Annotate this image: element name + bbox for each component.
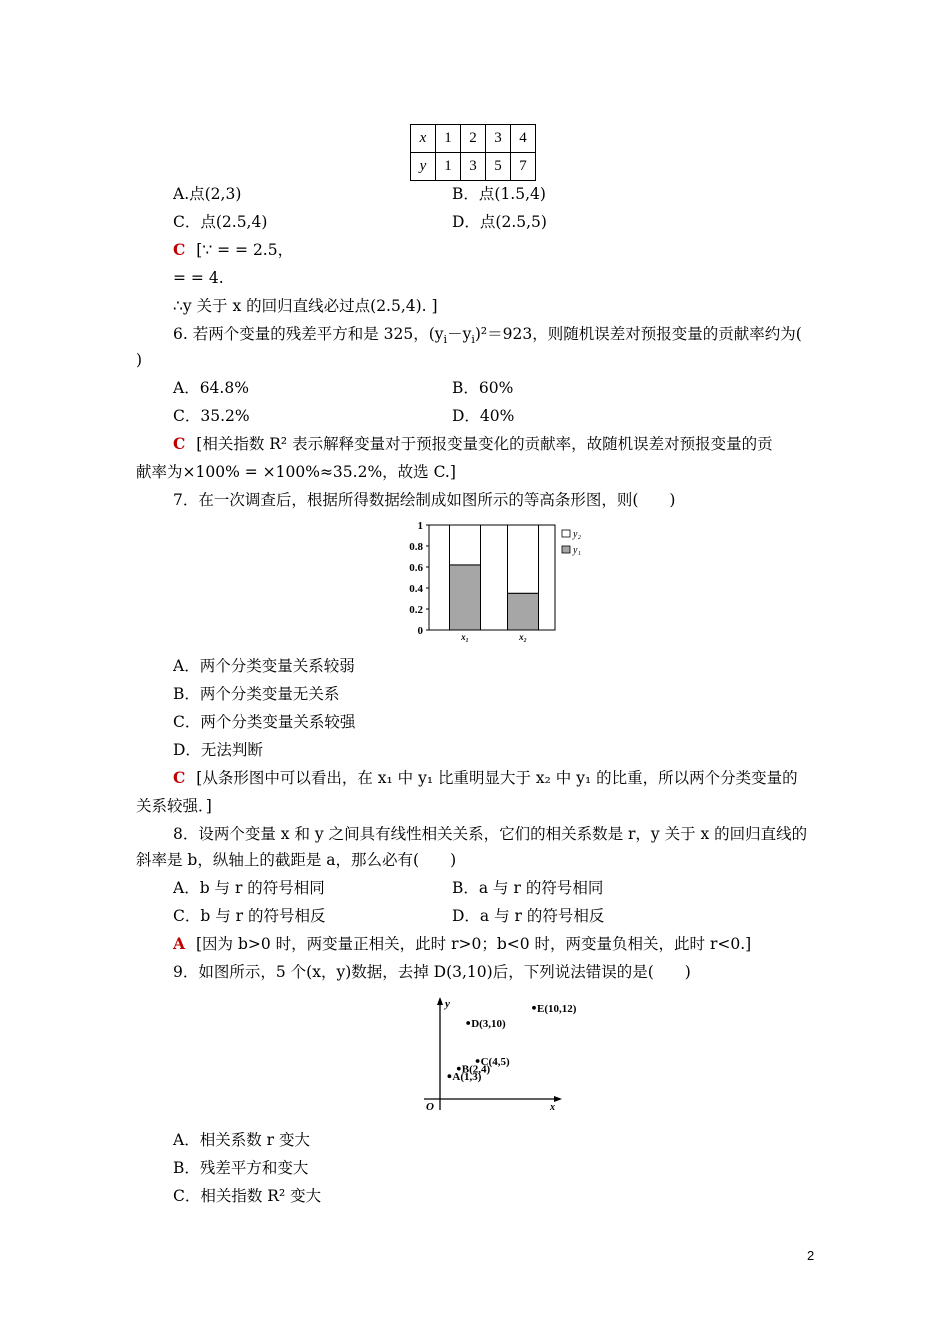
y-tick-label: 0.4 bbox=[409, 583, 423, 595]
table-cell: 3 bbox=[461, 153, 486, 181]
legend-label: y₂ bbox=[573, 529, 581, 540]
q6-option-a: A．64.8% bbox=[173, 379, 249, 397]
q5-option-a: A.点(2,3) bbox=[173, 185, 242, 203]
q8-option-c: C．b 与 r 的符号相反 bbox=[173, 907, 326, 925]
stacked-bar-chart bbox=[395, 517, 595, 642]
q6-sub: i bbox=[443, 333, 448, 347]
answer-letter: A bbox=[173, 934, 186, 953]
y-axis-arrow bbox=[437, 997, 443, 1005]
q8-option-a: A．b 与 r 的符号相同 bbox=[173, 879, 325, 897]
y-tick-label: 0 bbox=[417, 625, 423, 637]
q8-answer bbox=[173, 934, 751, 954]
y-tick-label: 0.6 bbox=[409, 562, 423, 574]
table-row-x bbox=[411, 125, 536, 153]
bar-segment-y₁ bbox=[508, 593, 539, 630]
point-label: D(3,10) bbox=[471, 1018, 506, 1030]
point-label: E(10,12) bbox=[537, 1002, 577, 1015]
q9-option-b: B．残差平方和变大 bbox=[173, 1159, 309, 1177]
q5-option-d: D．点(2.5,5) bbox=[452, 213, 547, 231]
answer-letter: C bbox=[173, 240, 186, 259]
y-tick-label: 1 bbox=[417, 520, 423, 532]
q7-answer-line2: 关系较强．] bbox=[136, 797, 212, 815]
scatter-point bbox=[466, 1021, 470, 1025]
table-row-y bbox=[411, 153, 536, 181]
y-tick-label: 0.2 bbox=[409, 604, 423, 616]
q8-option-b: B．a 与 r 的符号相同 bbox=[452, 879, 604, 897]
table-cell: 5 bbox=[486, 153, 511, 181]
q6-option-b: B．60% bbox=[452, 379, 514, 397]
point-label: A(1,3) bbox=[452, 1071, 482, 1084]
table-cell: 4 bbox=[511, 125, 536, 153]
q7-option-d: D．无法判断 bbox=[173, 741, 263, 759]
answer-text: [∵ = = 2.5， bbox=[196, 241, 294, 259]
table-cell: 3 bbox=[486, 125, 511, 153]
q8-stem: 8．设两个变量 x 和 y 之间具有线性相关关系，它们的相关系数是 r，y 关于 x 的回归直线的 bbox=[173, 825, 808, 843]
q5-option-b: B．点(1.5,4) bbox=[452, 185, 546, 203]
answer-letter: C bbox=[173, 768, 186, 787]
page-number: 2 bbox=[807, 1248, 815, 1263]
table-cell: 1 bbox=[436, 153, 461, 181]
answer-text: [从条形图中可以看出，在 x₁ 中 y₁ 比重明显大于 x₂ 中 y₁ 的比重，所以两个分类变量的 bbox=[196, 769, 798, 787]
scatter-point bbox=[448, 1074, 452, 1078]
q8-option-d: D．a 与 r 的符号相反 bbox=[452, 907, 605, 925]
q7-option-a: A．两个分类变量关系较弱 bbox=[173, 657, 355, 675]
table-cell: y bbox=[411, 153, 436, 181]
q6-option-d: D．40% bbox=[452, 407, 515, 425]
q6-answer bbox=[173, 434, 773, 454]
scatter-plot bbox=[420, 993, 577, 1115]
q9-option-a: A．相关系数 r 变大 bbox=[173, 1131, 310, 1149]
q5-answer-line2: = = 4. bbox=[173, 269, 224, 287]
answer-text: [因为 b>0 时，两变量正相关，此时 r>0；b<0 时，两变量负相关，此时 r<0.] bbox=[195, 935, 752, 953]
x-tick-label: x₂ bbox=[519, 632, 527, 642]
scatter-point bbox=[476, 1059, 480, 1063]
x-axis-arrow bbox=[554, 1096, 562, 1102]
point-label: C(4,5) bbox=[480, 1056, 510, 1068]
q9-option-c: C．相关指数 R² 变大 bbox=[173, 1187, 322, 1205]
q6-stem-line2: ) bbox=[136, 351, 143, 369]
table-cell: 1 bbox=[436, 125, 461, 153]
y-axis-label: y bbox=[445, 998, 450, 1010]
q6-stem bbox=[173, 324, 802, 350]
q7-stem: 7．在一次调查后，根据所得数据绘制成如图所示的等高条形图，则( ) bbox=[173, 491, 676, 509]
q6-stem-part: )²＝923，则随机误差对预报变量的贡献率约为( bbox=[474, 325, 802, 343]
origin-label: O bbox=[426, 1101, 434, 1113]
bar-segment-y₂ bbox=[508, 525, 539, 593]
x-axis-label: x bbox=[550, 1102, 555, 1113]
q7-answer bbox=[173, 768, 798, 788]
bar-segment-y₁ bbox=[450, 565, 481, 630]
q6-stem-part: 6. 若两个变量的残差平方和是 325，(y bbox=[173, 325, 444, 343]
answer-text: [相关指数 R² 表示解释变量对于预报变量变化的贡献率，故随机误差对预报变量的贡 bbox=[196, 435, 773, 453]
legend-swatch bbox=[562, 546, 570, 553]
q6-stem-part: －y bbox=[447, 325, 472, 343]
point-label: B(2,4) bbox=[461, 1063, 491, 1076]
x-tick-label: x₁ bbox=[461, 632, 469, 642]
xy-table bbox=[410, 124, 536, 181]
answer-letter: C bbox=[173, 434, 186, 453]
q5-answer bbox=[173, 240, 293, 260]
bar-segment-y₂ bbox=[450, 525, 481, 565]
scatter-point bbox=[457, 1067, 461, 1071]
table-cell: x bbox=[411, 125, 436, 153]
q5-option-c: C．点(2.5,4) bbox=[173, 213, 268, 231]
scatter-point bbox=[532, 1006, 536, 1010]
table-cell: 2 bbox=[461, 125, 486, 153]
q6-sub: i bbox=[471, 333, 475, 347]
legend-label: y₁ bbox=[573, 545, 581, 556]
q6-option-c: C．35.2% bbox=[173, 407, 250, 425]
y-tick-label: 0.8 bbox=[409, 541, 423, 553]
legend-swatch bbox=[562, 530, 570, 537]
q7-option-b: B．两个分类变量无关系 bbox=[173, 685, 340, 703]
table-cell: 7 bbox=[511, 153, 536, 181]
q9-stem: 9．如图所示，5 个(x，y)数据，去掉 D(3,10)后，下列说法错误的是( ) bbox=[173, 963, 691, 981]
q6-answer-line2: 献率为×100% = ×100%≈35.2%，故选 C.] bbox=[136, 463, 456, 481]
q7-option-c: C．两个分类变量关系较强 bbox=[173, 713, 356, 731]
q5-answer-line3: ∴y 关于 x 的回归直线必过点(2.5,4). ] bbox=[173, 297, 438, 315]
q8-stem-line2: 斜率是 b，纵轴上的截距是 a，那么必有( ) bbox=[136, 851, 457, 869]
